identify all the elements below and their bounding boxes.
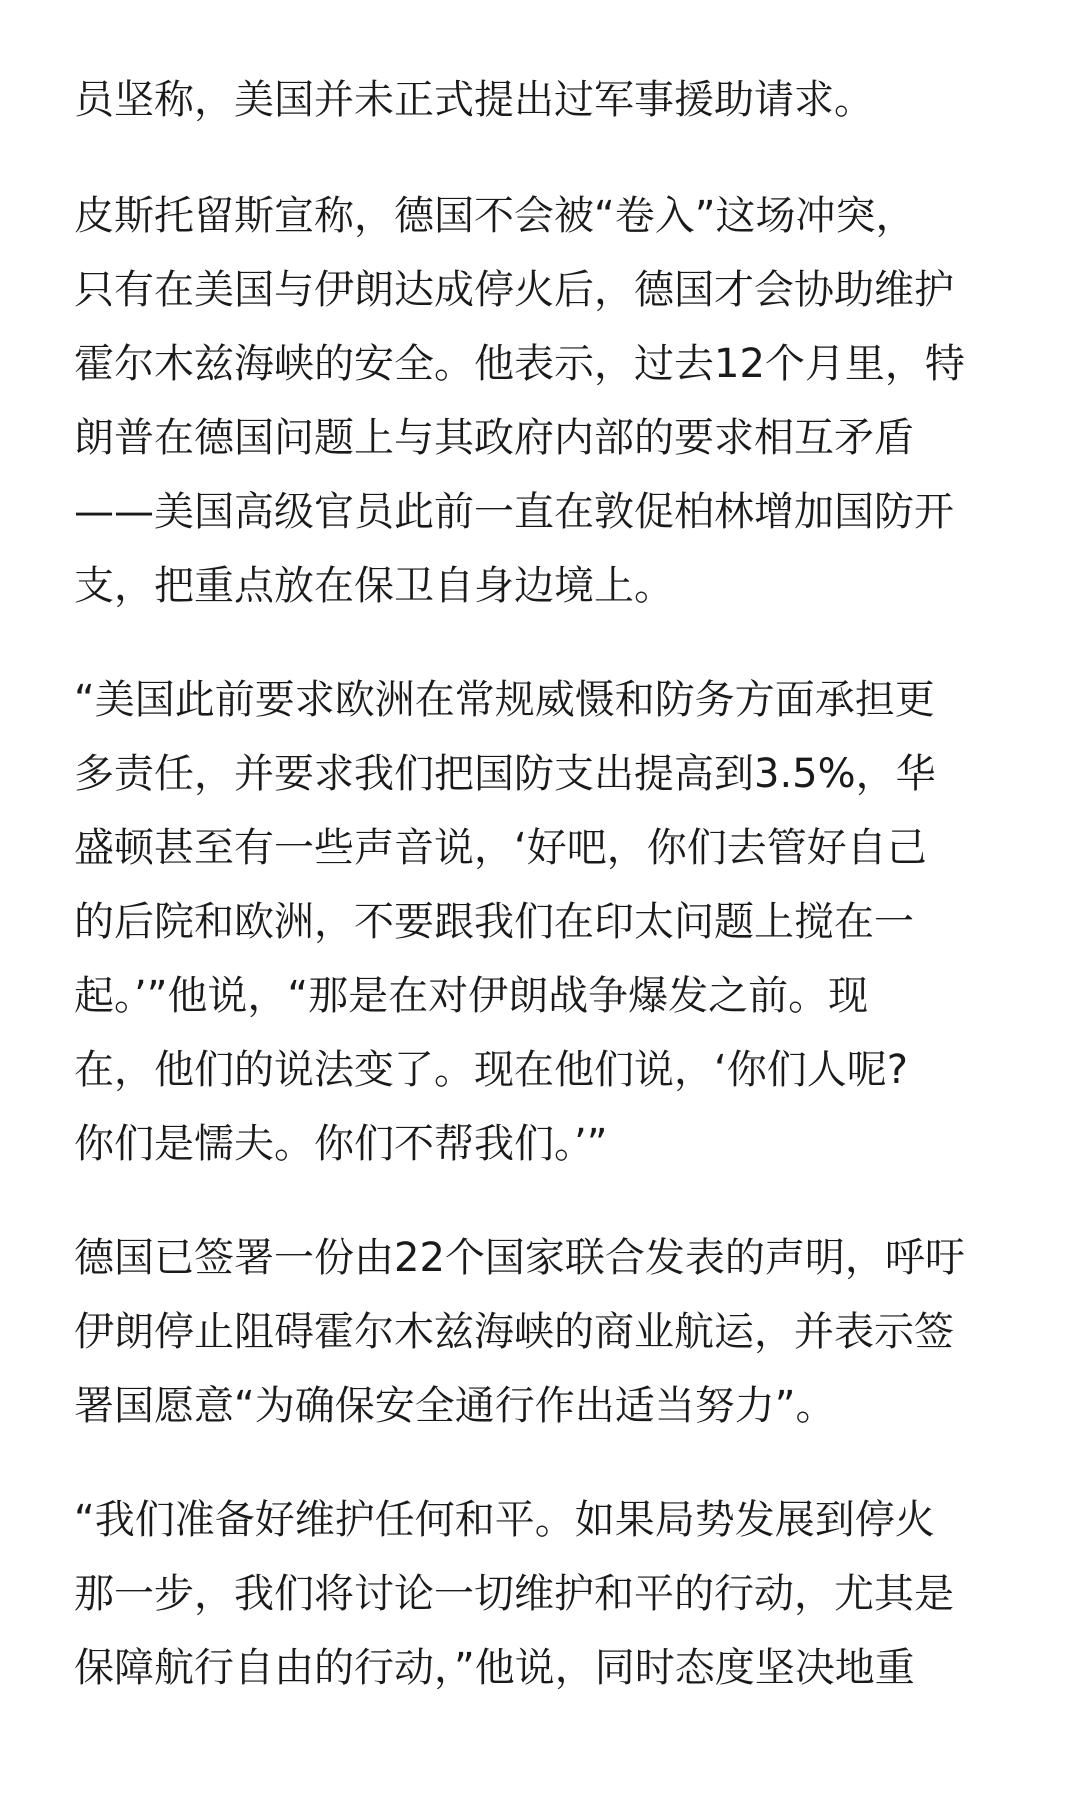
text-line: 署国愿意“为确保安全通行作出适当努力”。 (74, 1383, 836, 1429)
text-line: 员坚称，美国并未正式提出过军事援助请求。 (74, 77, 874, 123)
text-line: 多责任，并要求我们把国防支出提高到3.5%，华 (74, 751, 936, 797)
text-line: 的后院和欧洲，不要跟我们在印太问题上搅在一 (74, 899, 914, 945)
text-line: 在，他们的说法变了。现在他们说，‘你们人呢? (74, 1047, 908, 1093)
text-line: 那一步，我们将讨论一切维护和平的行动，尤其是 (74, 1571, 954, 1617)
text-line: 朗普在德国问题上与其政府内部的要求相互矛盾 (74, 415, 914, 461)
text-line: 皮斯托留斯宣称，德国不会被“卷入”这场冲突， (74, 193, 916, 239)
text-line: 伊朗停止阻碍霍尔木兹海峡的商业航运，并表示签 (74, 1309, 954, 1355)
text-line: “美国此前要求欧洲在常规威慑和防务方面承担更 (74, 677, 935, 723)
text-line: 起。’”他说，“那是在对伊朗战争爆发之前。现 (74, 973, 869, 1019)
text-line: 保障航行自由的行动，”他说，同时态度坚决地重 (74, 1645, 915, 1691)
text-line: 支，把重点放在保卫自身边境上。 (74, 563, 674, 609)
text-line: 只有在美国与伊朗达成停火后，德国才会协助维护 (74, 267, 954, 313)
text-line: 德国已签署一份由22个国家联合发表的声明，呼吁 (74, 1235, 965, 1281)
text-line: 霍尔木兹海峡的安全。他表示，过去12个月里，特 (74, 341, 965, 387)
text-line: 你们是懦夫。你们不帮我们。’” (74, 1121, 608, 1167)
text-line: “我们准备好维护任何和平。如果局势发展到停火 (74, 1497, 935, 1543)
text-line: ——美国高级官员此前一直在敦促柏林增加国防开 (74, 489, 954, 535)
text-line: 盛顿甚至有一些声音说，‘好吧，你们去管好自己 (74, 825, 927, 871)
